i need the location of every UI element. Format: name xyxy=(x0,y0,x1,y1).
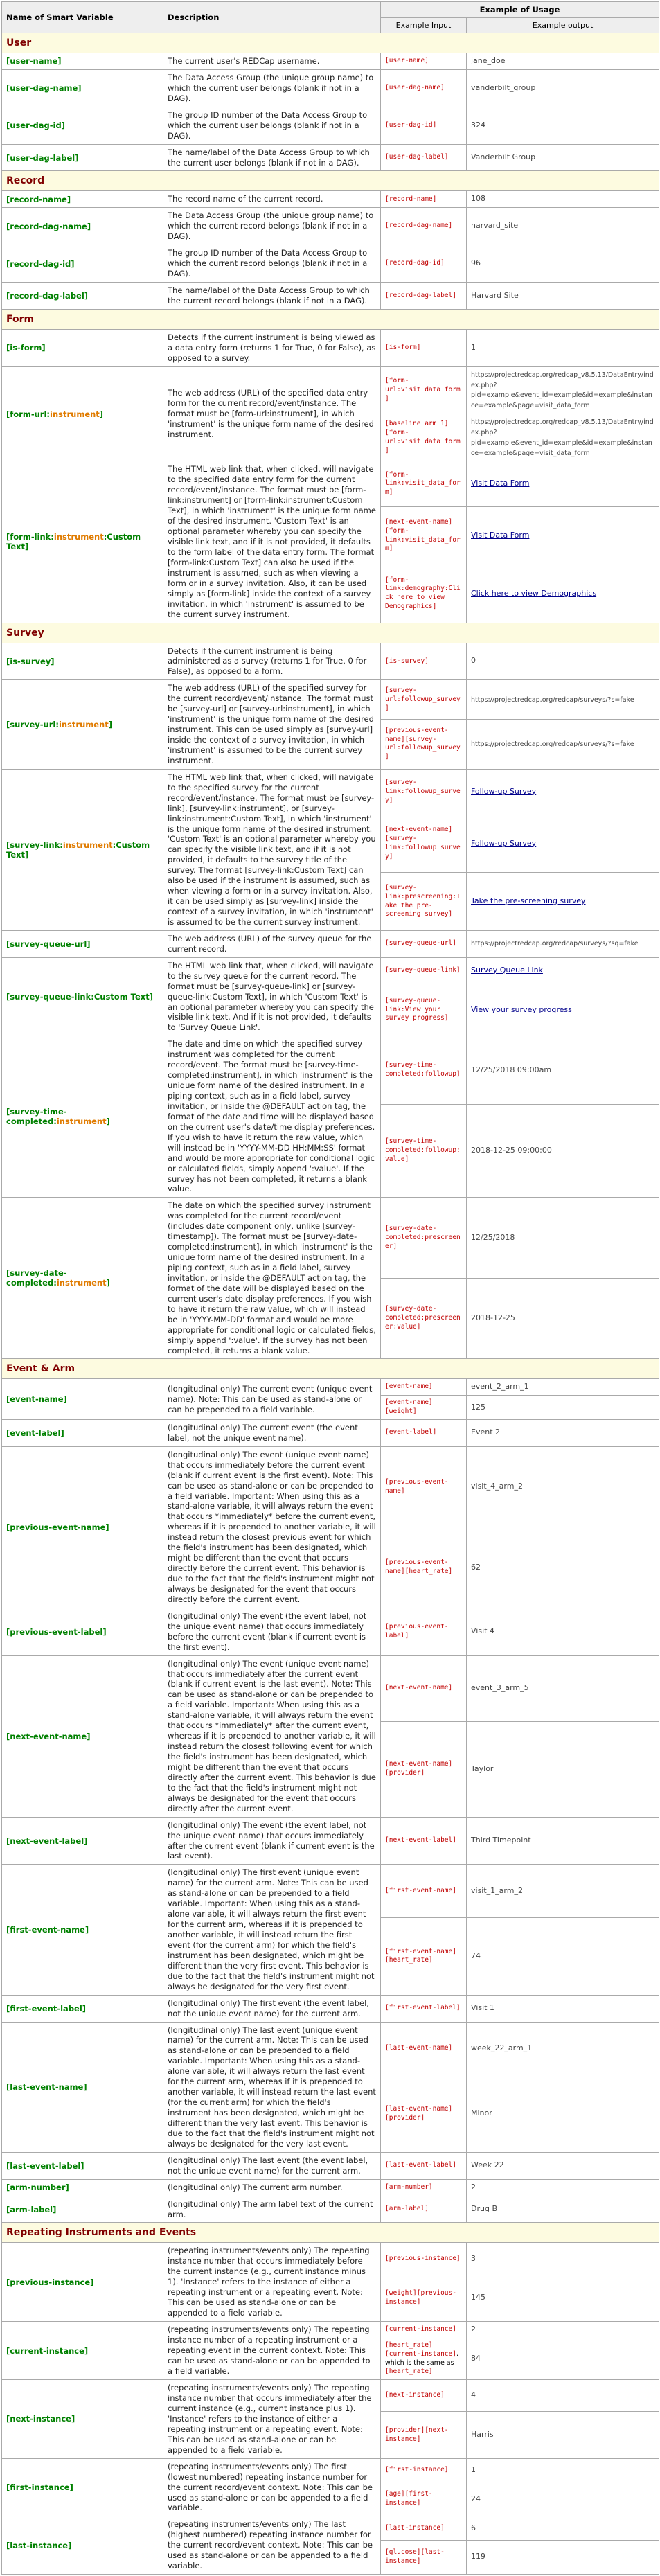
variable-name: [record-dag-id] xyxy=(2,245,163,283)
table-row xyxy=(2,1419,659,1446)
example-input: [is-form] xyxy=(381,329,467,366)
example-input: [user-dag-id] xyxy=(381,107,467,144)
table-row xyxy=(2,2196,659,2223)
variable-description: (longitudinal only) The first event (the event label, not the unique event name) for the current arm. xyxy=(163,1995,381,2022)
example-output: 74 xyxy=(467,1918,659,1995)
example-output: 24 xyxy=(467,2482,659,2516)
table-row xyxy=(2,329,659,366)
table-row xyxy=(2,680,659,720)
example-input: [heart_rate][current-instance], which is the same as [heart_rate] xyxy=(381,2338,467,2379)
variable-description: (longitudinal only) The last event (the event label, not the unique event name) for the current arm. xyxy=(163,2152,381,2179)
variable-name: [survey-link:instrument:Custom Text] xyxy=(2,769,163,930)
example-output: event_3_arm_5 xyxy=(467,1655,659,1721)
variable-description: (longitudinal only) The arm label text of the current arm. xyxy=(163,2196,381,2223)
example-input: [record-dag-id] xyxy=(381,245,467,283)
example-input: [next-event-name][form-link:visit_data_form] xyxy=(381,507,467,565)
example-input: [survey-time-completed:followup:value] xyxy=(381,1104,467,1198)
variable-description: The date and time on which the specified survey instrument was completed for the current record/event. The format must be [survey-time-completed:instrument], in which 'instrument' is the unique form name of the desired instrument. In a piping context, such as in a field label, survey invitation, or inside the @DEFAULT action tag, the format of the date and time will be displayed based on the current user's date/time display preferences. If you wish to have it return the raw value, which will instead be in 'YYYY-MM-DD HH:MM:SS' format and would be more appropriate for conditional logic or calculated fields, simply append ':value'. If the survey has not been completed, it returns a blank value. xyxy=(163,1036,381,1198)
table-row xyxy=(2,769,659,815)
variable-description: (longitudinal only) The event (the event label, not the unique event name) that occurs immediately after the current event (blank if current event is the last event). xyxy=(163,1817,381,1865)
example-input: [survey-link:prescreening:Take the pre-screening survey] xyxy=(381,873,467,931)
example-input: [last-event-name][provider] xyxy=(381,2075,467,2152)
example-output: vanderbilt_group xyxy=(467,69,659,107)
variable-description: (repeating instruments/events only) The repeating instance number of a repeating instrument or a repeating event in the current context. Note: This can be used as stand-alone or can be appended to a field variable. xyxy=(163,2322,381,2380)
table-row xyxy=(2,107,659,144)
variable-name: [last-event-name] xyxy=(2,2022,163,2152)
header-input: Example Input xyxy=(381,18,467,33)
example-input: [form-url:visit_data_form] xyxy=(381,366,467,414)
table-row xyxy=(2,957,659,984)
example-output: https://projectredcap.org/redcap_v8.5.13/DataEntry/index.php?pid=example&event_id=example&id=example&instance=example&page=visit_data_form xyxy=(467,366,659,414)
example-output: Vanderbilt Group xyxy=(467,144,659,171)
example-output xyxy=(467,984,659,1036)
example-input: [previous-event-name][heart_rate] xyxy=(381,1527,467,1608)
variable-name: [event-name] xyxy=(2,1379,163,1419)
form-link[interactable]: Click here to view Demographics xyxy=(471,588,597,598)
example-input: [previous-event-name] xyxy=(381,1446,467,1527)
table-row xyxy=(2,283,659,310)
example-input: [next-event-name][survey-link:followup_survey] xyxy=(381,815,467,873)
variable-name: [form-url:instrument] xyxy=(2,366,163,461)
example-output: Taylor xyxy=(467,1721,659,1817)
example-output: 3 xyxy=(467,2243,659,2275)
example-output: 12/25/2018 xyxy=(467,1198,659,1279)
example-output: 324 xyxy=(467,107,659,144)
variable-name: [first-instance] xyxy=(2,2458,163,2516)
example-input: [survey-time-completed:followup] xyxy=(381,1036,467,1104)
example-output: 125 xyxy=(467,1396,659,1420)
variable-description: The group ID number of the Data Access Group to which the current record belongs (blank if not in a DAG). xyxy=(163,245,381,283)
example-output: 62 xyxy=(467,1527,659,1608)
variable-description: (longitudinal only) The last event (unique event name) for the current arm. Note: This can be used as stand-alone or can be prepended to a field variable. Important: When using this as a stand-alone variable, it will always return the last event for the current arm, whereas if it is prepended to another variable, it will instead return the last event (for the current arm) for which the field's instrument has been designated, which might be different than the very last event. This behavior is due to the fact that the field's instrument might not always be designated for the very last event. xyxy=(163,2022,381,2152)
variable-name: [last-instance] xyxy=(2,2516,163,2575)
table-row xyxy=(2,461,659,507)
variable-name: [record-name] xyxy=(2,191,163,208)
variable-name: [user-dag-label] xyxy=(2,144,163,171)
example-input: [user-name] xyxy=(381,53,467,70)
example-input: [first-event-name] xyxy=(381,1865,467,1918)
example-input: [first-event-label] xyxy=(381,1995,467,2022)
variable-name: [event-label] xyxy=(2,1419,163,1446)
example-output: https://projectredcap.org/redcap/surveys/?sq=fake xyxy=(467,930,659,957)
example-input: [form-link:demography:Click here to view Demographics] xyxy=(381,565,467,623)
variable-name: [next-event-name] xyxy=(2,1655,163,1817)
variable-description: The web address (URL) of the specified data entry form for the current record/event/instance. The format must be [form-url:instrument], in which 'instrument' is the unique form name of the desired instrument. xyxy=(163,366,381,461)
variable-name: [next-instance] xyxy=(2,2380,163,2459)
example-input: [weight][previous-instance] xyxy=(381,2275,467,2321)
example-output xyxy=(467,769,659,815)
variable-description: The HTML web link that, when clicked, will navigate to the survey queue for the current record. The format must be [survey-queue-link] or [survey-queue-link:Custom Text], in which 'Custom Text' is an optional parameter whereby you can specify the visible link text. And if it is not provided, it defaults to 'Survey Queue Link'. xyxy=(163,957,381,1036)
example-output: https://projectredcap.org/redcap_v8.5.13/DataEntry/index.php?pid=example&event_id=example&id=example&instance=example&page=visit_data_form xyxy=(467,414,659,461)
example-output: 1 xyxy=(467,329,659,366)
survey-link[interactable]: Follow-up Survey xyxy=(471,786,537,796)
example-output: 1 xyxy=(467,2458,659,2482)
table-row xyxy=(2,1865,659,1918)
example-output xyxy=(467,461,659,507)
example-output xyxy=(467,957,659,984)
table-row xyxy=(2,144,659,171)
example-input: [record-dag-name] xyxy=(381,208,467,245)
variable-description: (longitudinal only) The event (the event label, not the unique event name) that occurs immediately before the current event (blank if current event is the first event). xyxy=(163,1608,381,1655)
example-output xyxy=(467,815,659,873)
example-input: [user-dag-name] xyxy=(381,69,467,107)
example-output: visit_1_arm_2 xyxy=(467,1865,659,1918)
example-output: Event 2 xyxy=(467,1419,659,1446)
table-row xyxy=(2,1446,659,1527)
table-row xyxy=(2,1608,659,1655)
example-input: [previous-instance] xyxy=(381,2243,467,2275)
example-input: [age][first-instance] xyxy=(381,2482,467,2516)
variable-name: [current-instance] xyxy=(2,2322,163,2380)
example-input: [next-event-name] xyxy=(381,1655,467,1721)
variable-description: (repeating instruments/events only) The first (lowest numbered) repeating instance number for the current record/event context. Note: This can be used as stand-alone or can be appended to a field variable. xyxy=(163,2458,381,2516)
variable-name: [form-link:instrument:Custom Text] xyxy=(2,461,163,623)
variable-description: (repeating instruments/events only) The repeating instance number that occurs immediately after the current instance (e.g., current instance plus 1). 'Instance' refers to the instance of either a repeating instrument or a repeating event. Note: This can be used as stand-alone or can be appended to a field variable. xyxy=(163,2380,381,2459)
survey-link[interactable]: Follow-up Survey xyxy=(471,838,537,848)
survey-link[interactable]: Take the pre-screening survey xyxy=(471,896,586,906)
example-input: [provider][next-instance] xyxy=(381,2412,467,2458)
example-output: 2018-12-25 09:00:00 xyxy=(467,1104,659,1198)
variable-description: The name/label of the Data Access Group to which the current user belongs (blank if not in a DAG). xyxy=(163,144,381,171)
variable-description: (longitudinal only) The first event (unique event name) for the current arm. Note: This can be used as stand-alone or can be prepended to a field variable. Important: When using this as a stand-alone variable, it will always return the first event for the current arm, whereas if it is prepended to another variable, it will instead return the first event (for the current arm) for which the field's instrument has been designated, which might be different than the very first event. This behavior is due to the fact that the field's instrument might not always be designated for the very first event. xyxy=(163,1865,381,1995)
example-input: [survey-queue-link:View your survey progress] xyxy=(381,984,467,1036)
variable-description: Detects if the current instrument is being viewed as a data entry form (returns 1 for True, 0 for False), as opposed to a survey. xyxy=(163,329,381,366)
variable-name: [survey-time-completed:instrument] xyxy=(2,1036,163,1198)
variable-description: (longitudinal only) The current event (the event label, not the unique event name). xyxy=(163,1419,381,1446)
example-output: Third Timepoint xyxy=(467,1817,659,1865)
variable-name: [previous-event-label] xyxy=(2,1608,163,1655)
variable-description: The web address (URL) of the specified survey for the current record/event/instance. The format must be [survey-url] or [survey-url:instrument], in which 'instrument' is the unique form name of the desired instrument. This can be used simply as [survey-url] inside the context of a survey invitation, in which 'instrument' is assumed to be the current survey instrument. xyxy=(163,680,381,770)
table-row xyxy=(2,2243,659,2275)
table-row xyxy=(2,1655,659,1721)
example-input: [first-event-name][heart_rate] xyxy=(381,1918,467,1995)
table-row xyxy=(2,2380,659,2412)
variable-description: The Data Access Group (the unique group name) to which the current record belongs (blank if not in a DAG). xyxy=(163,208,381,245)
section-survey: Survey xyxy=(2,623,659,643)
variable-description: (repeating instruments/events only) The last (highest numbered) repeating instance number for the current record/event context. Note: This can be used as stand-alone or can be appended to a field variable. xyxy=(163,2516,381,2575)
table-row xyxy=(2,2516,659,2540)
table-row xyxy=(2,53,659,70)
example-output: 96 xyxy=(467,245,659,283)
variable-name: [survey-queue-link:Custom Text] xyxy=(2,957,163,1036)
example-input: [event-name] xyxy=(381,1379,467,1396)
example-input: [arm-number] xyxy=(381,2179,467,2196)
example-input: [last-instance] xyxy=(381,2516,467,2540)
example-input: [glucose][last-instance] xyxy=(381,2540,467,2575)
variable-name: [previous-instance] xyxy=(2,2243,163,2322)
example-input: [record-dag-label] xyxy=(381,283,467,310)
variable-name: [previous-event-name] xyxy=(2,1446,163,1608)
variable-name: [user-dag-id] xyxy=(2,107,163,144)
table-row xyxy=(2,208,659,245)
example-output: Visit 1 xyxy=(467,1995,659,2022)
example-output: https://projectredcap.org/redcap/surveys/?s=fake xyxy=(467,680,659,720)
example-output: visit_4_arm_2 xyxy=(467,1446,659,1527)
example-input: [is-survey] xyxy=(381,643,467,680)
table-row xyxy=(2,191,659,208)
example-input: [previous-event-label] xyxy=(381,1608,467,1655)
variable-name: [first-event-name] xyxy=(2,1865,163,1995)
example-output: week_22_arm_1 xyxy=(467,2022,659,2075)
table-row xyxy=(2,2152,659,2179)
form-link[interactable]: Visit Data Form xyxy=(471,479,530,488)
table-row xyxy=(2,245,659,283)
example-input: [last-event-name] xyxy=(381,2022,467,2075)
example-output: Harris xyxy=(467,2412,659,2458)
variable-name: [last-event-label] xyxy=(2,2152,163,2179)
example-output: Visit 4 xyxy=(467,1608,659,1655)
table-row xyxy=(2,1379,659,1396)
example-output xyxy=(467,873,659,931)
variable-name: [next-event-label] xyxy=(2,1817,163,1865)
example-input: [baseline_arm_1][form-url:visit_data_form] xyxy=(381,414,467,461)
example-output: 4 xyxy=(467,2380,659,2412)
example-output: Minor xyxy=(467,2075,659,2152)
header-output: Example output xyxy=(467,18,659,33)
header-description: Description xyxy=(163,2,381,33)
example-output: 84 xyxy=(467,2338,659,2379)
example-input: [survey-url:followup_survey] xyxy=(381,680,467,720)
variable-name: [first-event-label] xyxy=(2,1995,163,2022)
example-input: [next-event-label] xyxy=(381,1817,467,1865)
example-input: [last-event-label] xyxy=(381,2152,467,2179)
example-output: Drug B xyxy=(467,2196,659,2223)
variable-name: [record-dag-label] xyxy=(2,283,163,310)
variable-description: (longitudinal only) The current event (unique event name). Note: This can be used as stand-alone or can be prepended to a field variable. xyxy=(163,1379,381,1419)
variable-name: [user-name] xyxy=(2,53,163,70)
table-row xyxy=(2,1036,659,1104)
example-output: 12/25/2018 09:00am xyxy=(467,1036,659,1104)
variable-description: The HTML web link that, when clicked, will navigate to the specified data entry form for the current record/event/instance. The format must be [form-link:instrument] or [form-link:instrument:Custom Text], in which 'instrument' is the unique form name of the desired instrument. 'Custom Text' is an optional parameter whereby you can specify the visible link text, and if it is not provided, it defaults to the form label of the data entry form. The format [form-link:Custom Text] can also be used if the instrument is assumed, such as when viewing a form or in a survey invitation. Also, it can be used simply as [form-link] inside the context of a survey invitation, in which 'instrument' is assumed to be the current survey instrument. xyxy=(163,461,381,623)
variable-description: The record name of the current record. xyxy=(163,191,381,208)
example-input: [form-link:visit_data_form] xyxy=(381,461,467,507)
table-row xyxy=(2,2322,659,2338)
table-row xyxy=(2,1995,659,2022)
variable-name: [is-form] xyxy=(2,329,163,366)
example-input: [first-instance] xyxy=(381,2458,467,2482)
section-record: Record xyxy=(2,171,659,191)
example-output: 108 xyxy=(467,191,659,208)
table-row xyxy=(2,366,659,414)
example-output: 2018-12-25 xyxy=(467,1278,659,1359)
form-link[interactable]: Visit Data Form xyxy=(471,531,530,540)
example-input: [current-instance] xyxy=(381,2322,467,2338)
example-output: https://projectredcap.org/redcap/surveys/?s=fake xyxy=(467,719,659,769)
example-output: 2 xyxy=(467,2322,659,2338)
table-row xyxy=(2,2458,659,2482)
example-output xyxy=(467,565,659,623)
variable-name: [survey-url:instrument] xyxy=(2,680,163,770)
example-output: 145 xyxy=(467,2275,659,2321)
example-input: [next-event-name][provider] xyxy=(381,1721,467,1817)
example-input: [arm-label] xyxy=(381,2196,467,2223)
table-row xyxy=(2,69,659,107)
example-output: Harvard Site xyxy=(467,283,659,310)
variable-name: [user-dag-name] xyxy=(2,69,163,107)
variable-description: (longitudinal only) The event (unique event name) that occurs immediately after the current event (blank if current event is the last event). Note: This can be used as stand-alone or can be prepended to a field variable. Important: When using this as a stand-alone variable, it will always return the event that occurs *immediately* after the current event, whereas if it is prepended to another variable, it will instead return the closest following event for which the field's instrument has been designated, which might be different than the event that occurs directly after the current event. This behavior is due to the fact that the field's instrument might not always be designated for the event that occurs directly after the current event. xyxy=(163,1655,381,1817)
example-input: [next-instance] xyxy=(381,2380,467,2412)
header-name: Name of Smart Variable xyxy=(2,2,163,33)
table-row xyxy=(2,1817,659,1865)
header-usage: Example of Usage xyxy=(381,2,659,18)
survey-queue-link[interactable]: View your survey progress xyxy=(471,1004,572,1014)
variable-description: (longitudinal only) The current arm number. xyxy=(163,2179,381,2196)
example-output: jane_doe xyxy=(467,53,659,70)
variable-description: The date on which the specified survey instrument was completed for the current record/event (includes date component only, unlike [survey-timestamp]). The format must be [survey-date-completed:instrument], in which 'instrument' is the unique form name of the desired instrument. In a piping context, such as in a field label, survey invitation, or inside the @DEFAULT action tag, the format of the date will be displayed based on the current user's date display preferences. If you wish to have it return the raw value, which will instead be in 'YYYY-MM-DD' format and would be more appropriate for conditional logic or calculated fields, simply append ':value'. If the survey has not been completed, it returns a blank value. xyxy=(163,1198,381,1359)
table-row xyxy=(2,2179,659,2196)
variable-name: [survey-queue-url] xyxy=(2,930,163,957)
section-event-arm: Event & Arm xyxy=(2,1359,659,1379)
variable-description: The HTML web link that, when clicked, will navigate to the specified survey for the current record/event/instance. The format must be [survey-link], [survey-link:instrument], or [survey-link:instrument:Custom Text], in which 'instrument' is the unique form name of the desired instrument. 'Custom Text' is an optional parameter whereby you can specify the visible link text, and if it is not provided, it defaults to the survey title of the survey. The format [survey-link:Custom Text] can also be used if the instrument is assumed, such as when viewing a form or in a survey invitation. Also, it can be used simply as [survey-link] inside the context of a survey invitation, in which 'instrument' is assumed to be the current survey instrument. xyxy=(163,769,381,930)
example-input: [survey-link:followup_survey] xyxy=(381,769,467,815)
table-row xyxy=(2,2022,659,2075)
variable-description: The web address (URL) of the survey queue for the current record. xyxy=(163,930,381,957)
example-input: [survey-queue-url] xyxy=(381,930,467,957)
survey-queue-link[interactable]: Survey Queue Link xyxy=(471,965,543,975)
example-output: 119 xyxy=(467,2540,659,2575)
variable-description: (longitudinal only) The event (unique event name) that occurs immediately before the current event (blank if current event is the first event). Note: This can be used as stand-alone or can be prepended to a field variable. Important: When using this as a stand-alone variable, it will always return the event that occurs *immediately* before the current event, whereas if it is prepended to another variable, it will instead return the closest previous event for which the field's instrument has been designated, which might be different than the event that occurs directly before the current event. This behavior is due to the fact that the field's instrument might not always be designated for the event that occurs directly before the current event. xyxy=(163,1446,381,1608)
table-row xyxy=(2,643,659,680)
section-user: User xyxy=(2,33,659,53)
variable-description: (repeating instruments/events only) The repeating instance number that occurs immediately before the current instance (e.g., current instance minus 1). 'Instance' refers to the instance of either a repeating instrument or a repeating event. Note: This can be used as stand-alone or can be appended to a field variable. xyxy=(163,2243,381,2322)
example-output: 6 xyxy=(467,2516,659,2540)
smart-variables-table xyxy=(1,1,659,2575)
variable-description: Detects if the current instrument is being administered as a survey (returns 1 for True, 0 for False), as opposed to a form. xyxy=(163,643,381,680)
example-output: 2 xyxy=(467,2179,659,2196)
example-output: event_2_arm_1 xyxy=(467,1379,659,1396)
variable-description: The group ID number of the Data Access Group to which the current user belongs (blank if not in a DAG). xyxy=(163,107,381,144)
table-row xyxy=(2,1198,659,1279)
example-input: [previous-event-name][survey-url:followup_survey] xyxy=(381,719,467,769)
example-output: harvard_site xyxy=(467,208,659,245)
variable-description: The name/label of the Data Access Group to which the current record belongs (blank if not in a DAG). xyxy=(163,283,381,310)
section-repeating: Repeating Instruments and Events xyxy=(2,2223,659,2243)
example-input: [event-name][weight] xyxy=(381,1396,467,1420)
section-form: Form xyxy=(2,309,659,329)
example-output: 0 xyxy=(467,643,659,680)
variable-name: [is-survey] xyxy=(2,643,163,680)
variable-name: [arm-number] xyxy=(2,2179,163,2196)
example-input: [event-label] xyxy=(381,1419,467,1446)
variable-name: [survey-date-completed:instrument] xyxy=(2,1198,163,1359)
example-input: [survey-date-completed:prescreener] xyxy=(381,1198,467,1279)
example-output xyxy=(467,507,659,565)
example-input: [survey-date-completed:prescreener:value] xyxy=(381,1278,467,1359)
example-input: [survey-queue-link] xyxy=(381,957,467,984)
variable-description: The Data Access Group (the unique group name) to which the current user belongs (blank if not in a DAG). xyxy=(163,69,381,107)
example-input: [record-name] xyxy=(381,191,467,208)
variable-name: [arm-label] xyxy=(2,2196,163,2223)
variable-description: The current user's REDCap username. xyxy=(163,53,381,70)
example-output: Week 22 xyxy=(467,2152,659,2179)
variable-name: [record-dag-name] xyxy=(2,208,163,245)
example-input: [user-dag-label] xyxy=(381,144,467,171)
table-row xyxy=(2,930,659,957)
